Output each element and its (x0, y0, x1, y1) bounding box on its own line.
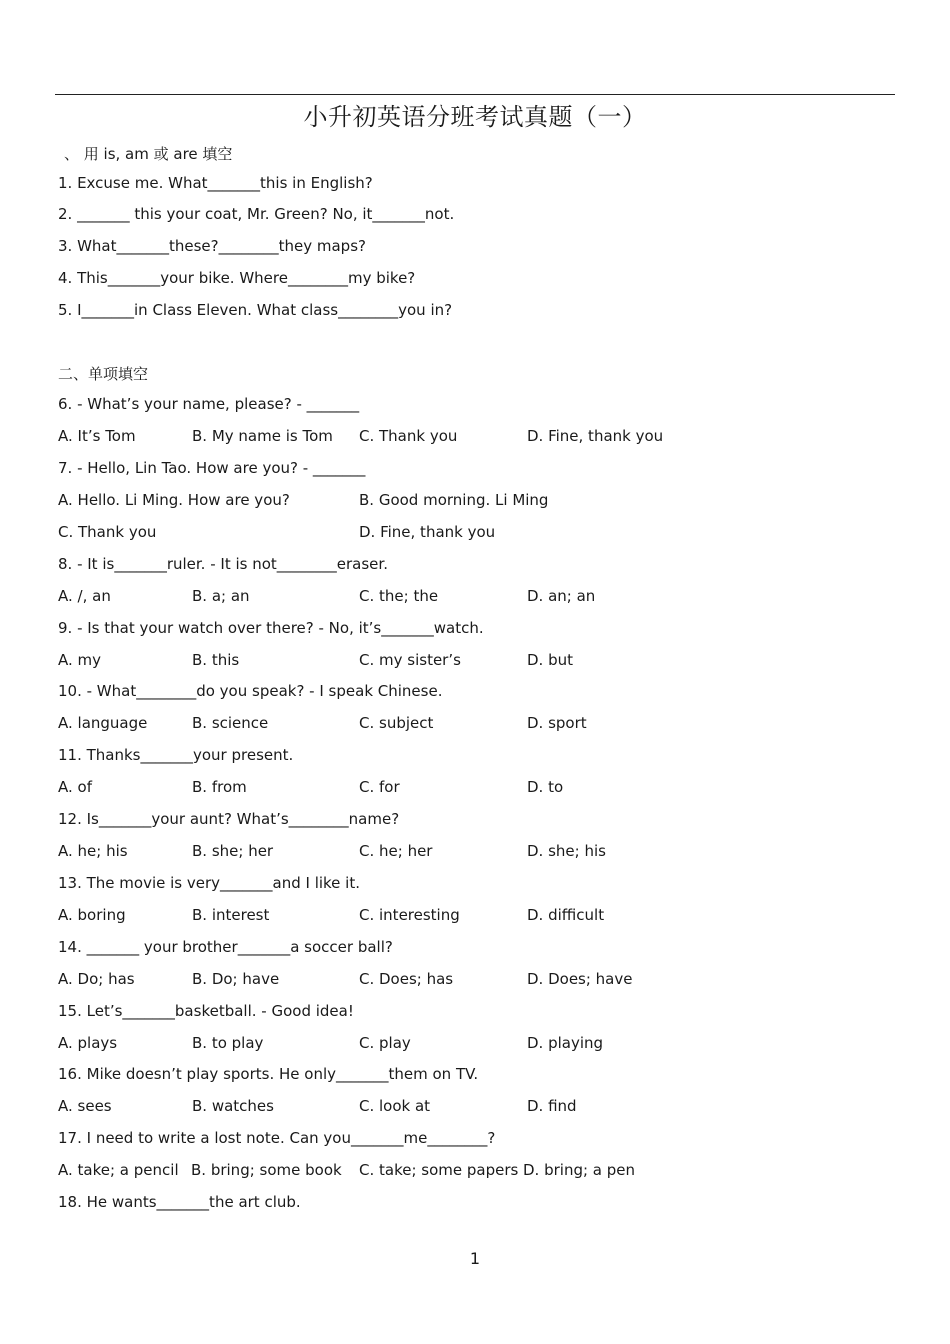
option-d: D. Fine, thank you (527, 427, 664, 445)
option-d: D. to (527, 778, 564, 796)
options-11 (58, 777, 898, 797)
question-10: 10. - What________do you speak? - I speak Chinese. (58, 682, 443, 700)
question-13: 13. The movie is very_______and I like it. (58, 874, 360, 892)
question-12: 12. Is_______your aunt? What’s________name? (58, 810, 400, 828)
option-a: A. take; a pencil (58, 1161, 179, 1179)
option-b: B. Do; have (192, 970, 280, 988)
options-7-row2 (58, 522, 898, 542)
option-a: A. It’s Tom (58, 427, 136, 445)
options-13 (58, 905, 898, 925)
options-12 (58, 841, 898, 861)
question-1: 1. Excuse me. What_______this in English? (58, 174, 373, 192)
option-a: A. my (58, 651, 102, 669)
option-d: D. she; his (527, 842, 606, 860)
question-18: 18. He wants_______the art club. (58, 1193, 301, 1211)
option-c: C. subject (359, 714, 434, 732)
option-d: D. Fine, thank you (359, 523, 496, 541)
question-5: 5. I_______in Class Eleven. What class________you in? (58, 301, 453, 319)
options-14 (58, 969, 898, 989)
question-4: 4. This_______your bike. Where________my bike? (58, 269, 416, 287)
options-16 (58, 1096, 898, 1116)
option-b: B. bring; some book (191, 1161, 342, 1179)
page-number: 1 (469, 1249, 481, 1268)
option-b: B. My name is Tom (192, 427, 333, 445)
option-c: C. he; her (359, 842, 433, 860)
option-a: A. boring (58, 906, 126, 924)
options-6 (58, 426, 898, 446)
option-b: B. this (192, 651, 240, 669)
options-8 (58, 586, 898, 606)
options-7-row1 (58, 490, 898, 510)
option-b: B. interest (192, 906, 270, 924)
options-9 (58, 650, 898, 670)
question-9: 9. - Is that your watch over there? - No, it’s_______watch. (58, 619, 484, 637)
top-rule (55, 94, 895, 95)
option-d: D. difficult (527, 906, 605, 924)
question-6: 6. - What’s your name, please? - _______ (58, 395, 360, 413)
option-d: D. an; an (527, 587, 596, 605)
section1-heading: 、 用 is, am 或 are 填空 (64, 145, 233, 163)
option-a: A. sees (58, 1097, 112, 1115)
question-16: 16. Mike doesn’t play sports. He only_______them on TV. (58, 1065, 479, 1083)
option-a: A. Hello. Li Ming. How are you? (58, 491, 290, 509)
option-c: C. look at (359, 1097, 431, 1115)
question-14: 14. _______ your brother_______a soccer ball? (58, 938, 393, 956)
option-c: C. Thank you (58, 523, 157, 541)
option-d: D. Does; have (527, 970, 633, 988)
question-15: 15. Let’s_______basketball. - Good idea! (58, 1002, 354, 1020)
option-c: C. Thank you (359, 427, 458, 445)
section2-heading: 二、单项填空 (58, 365, 149, 383)
options-17 (58, 1160, 898, 1180)
option-c: C. interesting (359, 906, 460, 924)
question-7: 7. - Hello, Lin Tao. How are you? - _______ (58, 459, 366, 477)
option-d: D. sport (527, 714, 587, 732)
option-c: C. the; the (359, 587, 439, 605)
page-title: 小升初英语分班考试真题（一） (303, 103, 647, 131)
option-d: D. find (527, 1097, 577, 1115)
options-15 (58, 1033, 898, 1053)
option-b: B. to play (192, 1034, 264, 1052)
question-11: 11. Thanks_______your present. (58, 746, 294, 764)
option-c: C. my sister’s (359, 651, 461, 669)
option-d: D. playing (527, 1034, 604, 1052)
option-c: C. for (359, 778, 400, 796)
option-c: C. take; some papers (359, 1161, 519, 1179)
option-c: C. Does; has (359, 970, 454, 988)
option-b: B. watches (192, 1097, 274, 1115)
question-17: 17. I need to write a lost note. Can you_______me________? (58, 1129, 496, 1147)
options-10 (58, 713, 898, 733)
option-b: B. from (192, 778, 247, 796)
option-a: A. he; his (58, 842, 128, 860)
question-2: 2. _______ this your coat, Mr. Green? No, it_______not. (58, 205, 455, 223)
option-a: A. of (58, 778, 92, 796)
option-b: B. a; an (192, 587, 250, 605)
option-d: D. but (527, 651, 573, 669)
question-3: 3. What_______these?________they maps? (58, 237, 366, 255)
option-a: A. /, an (58, 587, 111, 605)
option-a: A. Do; has (58, 970, 135, 988)
option-a: A. plays (58, 1034, 118, 1052)
question-8: 8. - It is_______ruler. - It is not________eraser. (58, 555, 388, 573)
option-b: B. Good morning. Li Ming (359, 491, 549, 509)
option-c: C. play (359, 1034, 411, 1052)
option-a: A. language (58, 714, 148, 732)
option-b: B. science (192, 714, 269, 732)
option-b: B. she; her (192, 842, 274, 860)
option-d: D. bring; a pen (523, 1161, 636, 1179)
